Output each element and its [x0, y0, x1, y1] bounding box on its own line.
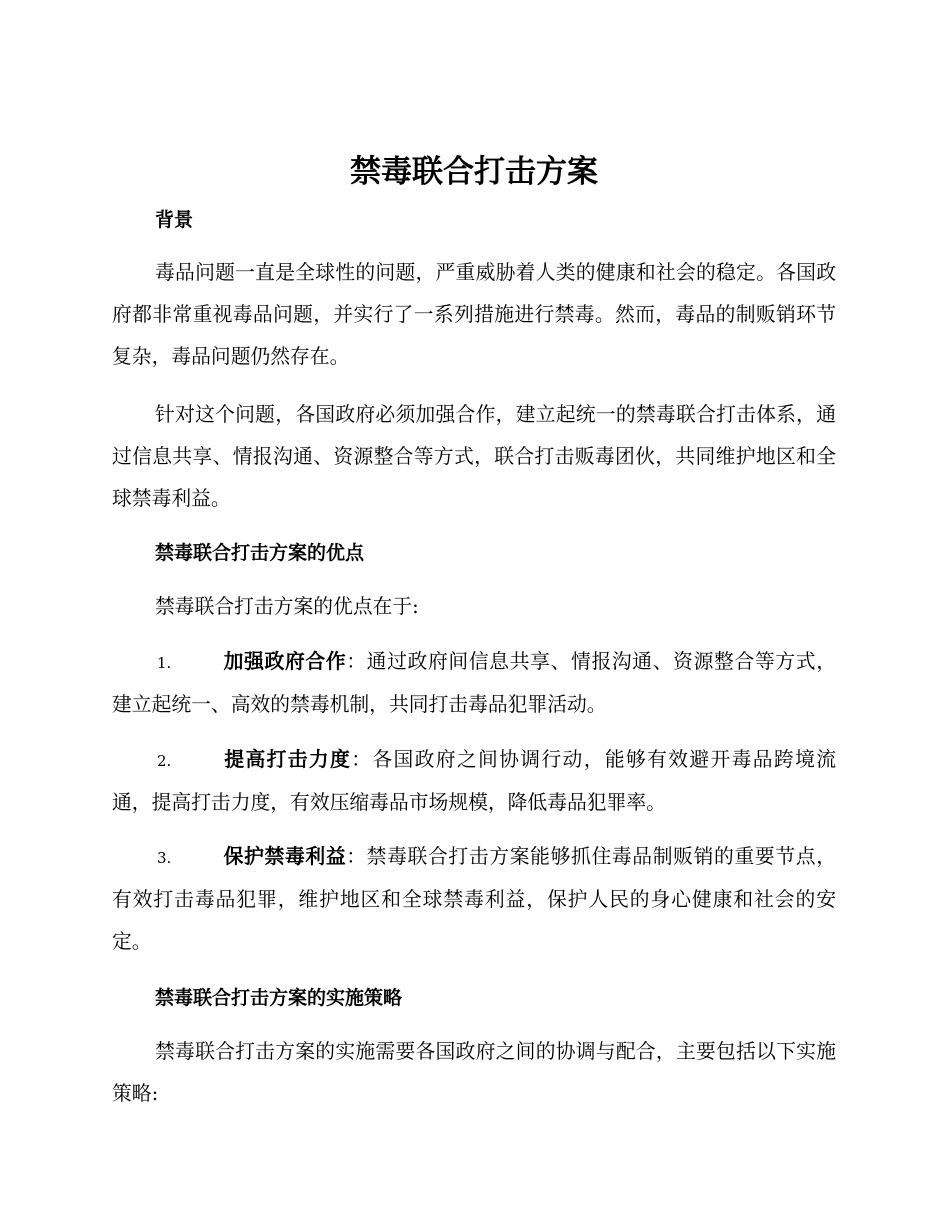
list-item-text: ：禁毒联合打击方案能够抓住毒品制贩销的重要节点，有效打击毒品犯罪，维护地区和全球禁毒利益，保护人民的身心健康和社会的安定。: [112, 845, 836, 953]
section-heading-background: 背景: [155, 209, 194, 231]
list-item: [112, 739, 836, 824]
list-item-number: 1.: [157, 654, 172, 672]
list-item: [112, 641, 836, 726]
section-heading-advantages: 禁毒联合打击方案的优点: [155, 542, 365, 564]
paragraph-advantages-intro: 禁毒联合打击方案的优点在于:: [155, 595, 419, 618]
list-item-lead: 保护禁毒利益: [223, 845, 347, 868]
list-item-text: ：各国政府之间协调行动，能够有效避开毒品跨境流通，提高打击力度，有效压缩毒品市场规模，降低毒品犯罪率。: [112, 748, 836, 814]
paragraph-strategy-intro: 禁毒联合打击方案的实施需要各国政府之间的协调与配合，主要包括以下实施策略:: [112, 1040, 836, 1105]
list-item-text: ：通过政府间信息共享、情报沟通、资源整合等方式，建立起统一、高效的禁毒机制，共同打击毒品犯罪活动。: [112, 650, 836, 716]
section-heading-strategy: 禁毒联合打击方案的实施策略: [155, 987, 403, 1009]
list-item-number: 3.: [157, 849, 172, 867]
document-title: 禁毒联合打击方案: [350, 154, 598, 190]
list-item-lead: 提高打击力度: [223, 748, 352, 771]
list-item-number: 2.: [157, 752, 172, 770]
paragraph-background-2: 针对这个问题，各国政府必须加强合作，建立起统一的禁毒联合打击体系，通过信息共享、情报沟通、资源整合等方式，联合打击贩毒团伙，共同维护地区和全球禁毒利益。: [112, 403, 836, 510]
list-item-lead: 加强政府合作: [223, 650, 347, 673]
paragraph-background-1: 毒品问题一直是全球性的问题，严重威胁着人类的健康和社会的稳定。各国政府都非常重视毒品问题，并实行了一系列措施进行禁毒。然而，毒品的制贩销环节复杂，毒品问题仍然存在。: [112, 261, 836, 368]
list-item: [112, 836, 836, 963]
